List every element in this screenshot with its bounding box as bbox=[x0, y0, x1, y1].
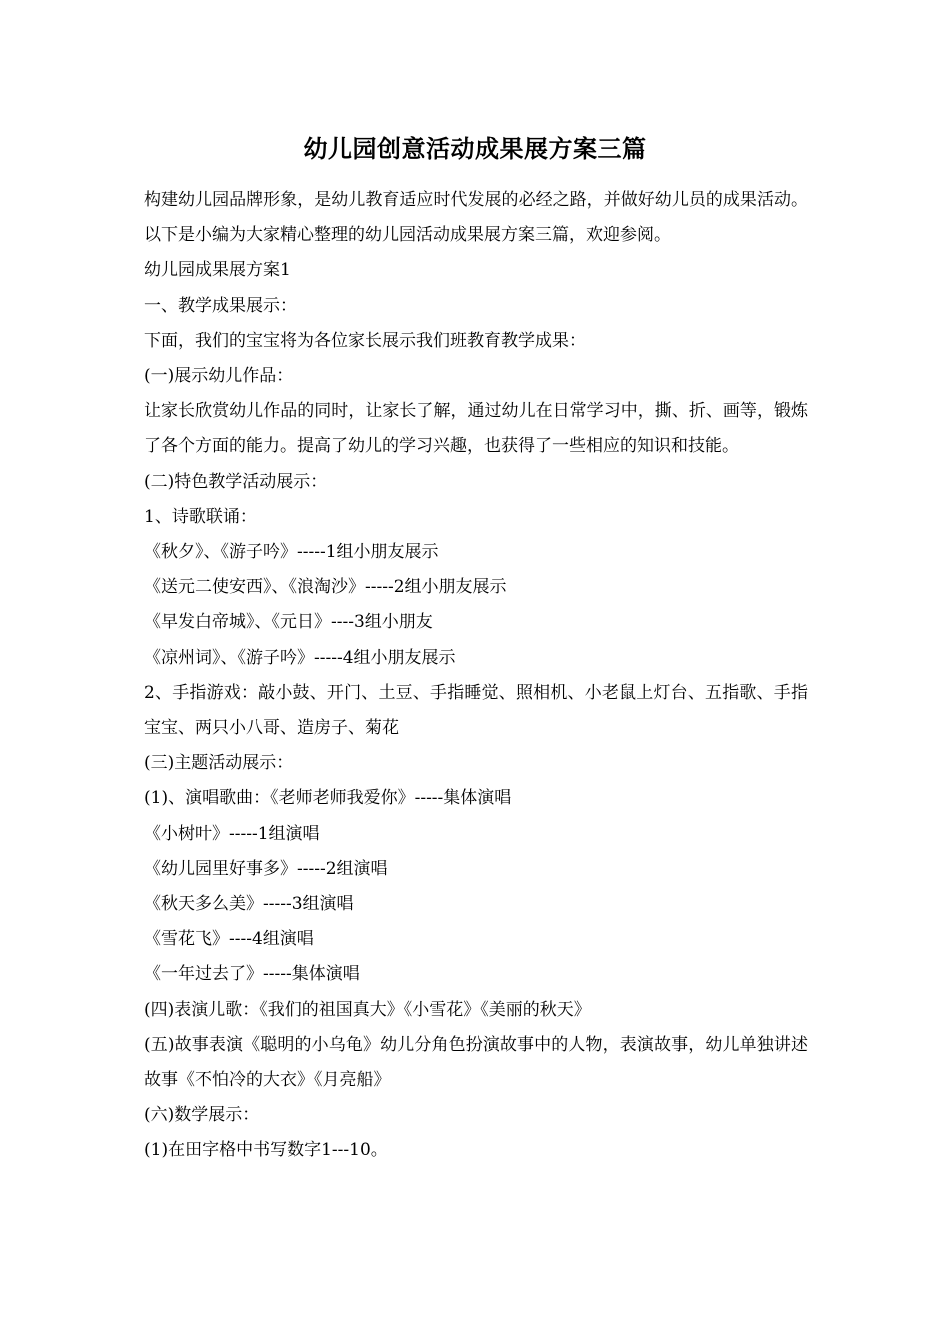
list-item: 《一年过去了》-----集体演唱 bbox=[144, 964, 360, 985]
subsection-heading: (三)主题活动展示： bbox=[144, 753, 294, 774]
list-item: 《秋天多么美》-----3组演唱 bbox=[144, 894, 354, 915]
list-heading: 2、手指游戏：敲小鼓、开门、土豆、手指睡觉、照相机、小老鼠上灯台、五指歌、手指宝宝、两只小八哥、造房子、菊花 bbox=[144, 682, 808, 739]
intro-paragraph: 构建幼儿园品牌形象，是幼儿教育适应时代发展的必经之路，并做好幼儿员的成果活动。以下是小编为大家精心整理的幼儿园活动成果展方案三篇，欢迎参阅。 bbox=[144, 190, 808, 246]
list-item: (1)在田字格中书写数字1---10。 bbox=[144, 1140, 388, 1161]
subsection-heading: (一)展示幼儿作品： bbox=[144, 366, 294, 387]
body-paragraph: 让家长欣赏幼儿作品的同时，让家长了解，通过幼儿在日常学习中，撕、折、画等，锻炼了各个方面的能力。提高了幼儿的学习兴趣，也获得了一些相应的知识和技能。 bbox=[144, 401, 808, 457]
subsection-heading: (六)数学展示： bbox=[144, 1105, 260, 1126]
list-item: 《凉州词》、《游子吟》-----4组小朋友展示 bbox=[144, 647, 456, 668]
section-heading: 一、教学成果展示： bbox=[144, 295, 297, 316]
list-item: 《幼儿园里好事多》-----2组演唱 bbox=[144, 858, 388, 879]
body-paragraph: (五)故事表演《聪明的小乌龟》幼儿分角色扮演故事中的人物，表演故事，幼儿单独讲述故事《不怕冷的大衣》《月亮船》 bbox=[144, 1034, 808, 1091]
list-item: 《早发白帝城》、《元日》----3组小朋友 bbox=[144, 612, 433, 633]
document-body bbox=[144, 183, 808, 1169]
body-paragraph: 下面，我们的宝宝将为各位家长展示我们班教育教学成果： bbox=[144, 330, 586, 351]
list-item: 《秋夕》、《游子吟》-----1组小朋友展示 bbox=[144, 542, 439, 563]
subsection-heading: (四)表演儿歌：《我们的祖国真大》《小雪花》《美丽的秋天》 bbox=[144, 999, 591, 1020]
list-item: (1)、演唱歌曲：《老师老师我爱你》-----集体演唱 bbox=[144, 788, 512, 809]
list-item: 《送元二使安西》、《浪淘沙》-----2组小朋友展示 bbox=[144, 577, 507, 598]
document-title: 幼儿园创意活动成果展方案三篇 bbox=[303, 134, 647, 163]
list-heading: 1、诗歌联诵： bbox=[144, 506, 257, 527]
subsection-heading: (二)特色教学活动展示： bbox=[144, 471, 328, 492]
list-item: 《小树叶》-----1组演唱 bbox=[144, 823, 320, 844]
list-item: 《雪花飞》----4组演唱 bbox=[144, 929, 314, 950]
plan-heading: 幼儿园成果展方案1 bbox=[144, 260, 291, 281]
